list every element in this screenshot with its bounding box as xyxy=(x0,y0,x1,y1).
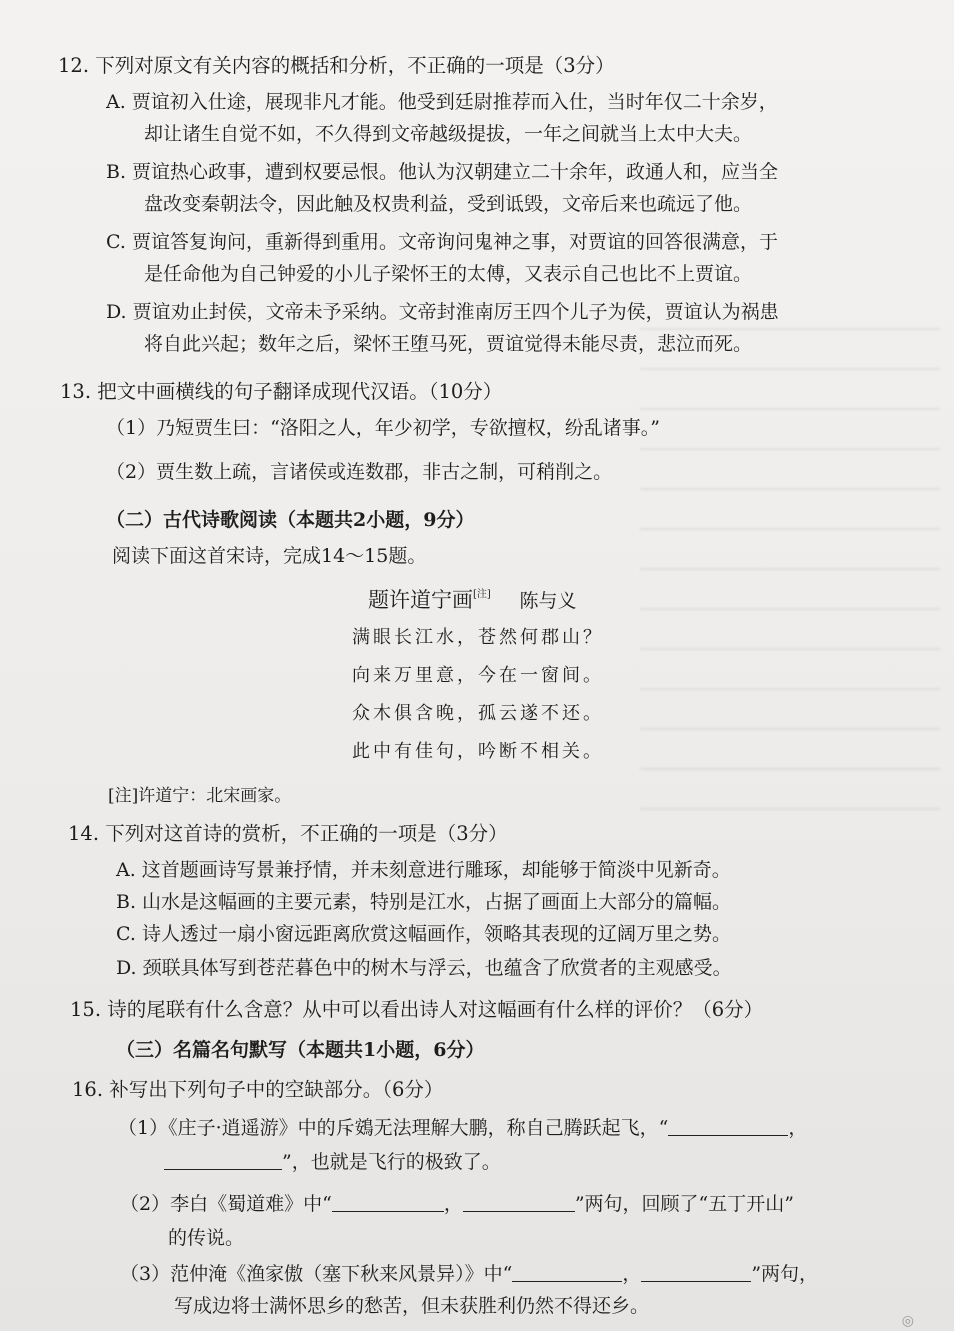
q16-item-2-comma: ， xyxy=(443,1193,463,1215)
section-2-intro: 阅读下面这首宋诗，完成14～15题。 xyxy=(112,545,427,567)
q16-item-1-suffix: ”，也就是飞行的极致了。 xyxy=(282,1151,501,1173)
q16-item-1-blank-1[interactable] xyxy=(668,1117,788,1136)
q16-item-3-line1 xyxy=(120,1260,818,1288)
q16-item-1-line1 xyxy=(118,1114,807,1142)
q16-item-3-comma: ， xyxy=(622,1263,642,1285)
poem-line-1: 满眼长江水，苍然何郡山？ xyxy=(352,627,604,648)
poem-note: [注]许道宁：北宋画家。 xyxy=(108,786,292,806)
poem-note-mark: [注] xyxy=(473,589,491,600)
q16-item-1-prefix: （1）《庄子·逍遥游》中的斥鴳无法理解大鹏，称自己腾跃起飞，“ xyxy=(118,1117,669,1139)
section-2-heading: （二）古代诗歌阅读（本题共2小题，9分） xyxy=(106,509,475,531)
poem-line-2: 向来万里意，今在一窗间。 xyxy=(352,665,604,686)
q14-option-a: A. 这首题画诗写景兼抒情，并未刻意进行雕琢，却能够于简淡中见新奇。 xyxy=(116,859,731,881)
q14-option-b: B. 山水是这幅画的主要元素，特别是江水，占据了画面上大部分的篇幅。 xyxy=(116,891,732,913)
q16-item-3-line2: 写成边将士满怀思乡的愁苦，但未获胜利仍然不得还乡。 xyxy=(174,1295,650,1317)
q12-option-c-line1: C. 贾谊答复询问，重新得到重用。文帝询问鬼神之事，对贾谊的回答很满意，于 xyxy=(106,231,778,253)
q16-item-3-prefix: （3）范仲淹《渔家傲（塞下秋来风景异）》中“ xyxy=(120,1263,513,1285)
q12-option-a-line2: 却让诸生自觉不如，不久得到文帝越级提拔，一年之间就当上太中大夫。 xyxy=(144,123,753,145)
poem-author: 陈与义 xyxy=(519,590,577,612)
q16-stem: 16. 补写出下列句子中的空缺部分。（6分） xyxy=(72,1078,444,1101)
q14-option-c: C. 诗人透过一扇小窗远距离欣赏这幅画作，领略其表现的辽阔万里之势。 xyxy=(116,923,731,945)
q13-sentence-2: （2）贾生数上疏，言诸侯或连数郡，非古之制，可稍削之。 xyxy=(106,461,613,483)
q16-item-3-suffix: ”两句， xyxy=(751,1263,819,1285)
poem-line-3: 众木俱含晚，孤云遂不还。 xyxy=(352,703,604,724)
q16-item-2-line1 xyxy=(120,1190,794,1218)
q16-item-1-line2 xyxy=(164,1148,501,1176)
q12-option-b-line1: B. 贾谊热心政事，遭到权要忌恨。他认为汉朝建立二十余年，政通人和，应当全 xyxy=(106,161,779,183)
q13-stem: 13. 把文中画横线的句子翻译成现代汉语。（10分） xyxy=(60,380,503,403)
q16-item-2-prefix: （2）李白《蜀道难》中“ xyxy=(120,1193,332,1215)
q12-option-b-line2: 盘改变秦朝法令，因此触及权贵利益，受到诋毁，文帝后来也疏远了他。 xyxy=(144,193,753,215)
q16-item-3-blank-1[interactable] xyxy=(512,1263,622,1282)
poem-title-block xyxy=(368,584,577,614)
bleed-through-shadow xyxy=(640,300,940,820)
poem-line-4: 此中有佳句，吟断不相关。 xyxy=(352,741,604,762)
q16-item-3-blank-2[interactable] xyxy=(641,1263,751,1282)
q13-sentence-1: （1）乃短贾生曰：“洛阳之人，年少初学，专欲擅权，纷乱诸事。” xyxy=(106,417,661,439)
q14-stem: 14. 下列对这首诗的赏析，不正确的一项是（3分） xyxy=(68,822,508,845)
q16-item-1-blank-2[interactable] xyxy=(164,1151,282,1170)
q12-option-d-line1: D. 贾谊劝止封侯，文帝未予采纳。文帝封淮南厉王四个儿子为侯，贾谊认为祸患 xyxy=(106,301,779,323)
q16-item-2-suffix: ”两句，回顾了“五丁开山” xyxy=(574,1193,794,1215)
q16-item-2-blank-2[interactable] xyxy=(463,1193,575,1212)
q16-item-1-comma: ， xyxy=(788,1117,808,1139)
watermark-icon: ◎ xyxy=(901,1313,914,1329)
q16-item-2-blank-1[interactable] xyxy=(332,1193,444,1212)
q15-stem: 15. 诗的尾联有什么含意？从中可以看出诗人对这幅画有什么样的评价？（6分） xyxy=(70,998,764,1021)
q12-option-c-line2: 是任命他为自己钟爱的小儿子梁怀王的太傅，又表示自己也比不上贾谊。 xyxy=(144,263,753,285)
q12-option-d-line2: 将自此兴起；数年之后，梁怀王堕马死，贾谊觉得未能尽责，悲泣而死。 xyxy=(144,333,753,355)
q12-stem: 12. 下列对原文有关内容的概括和分析，不正确的一项是（3分） xyxy=(58,54,615,77)
section-3-heading: （三）名篇名句默写（本题共1小题，6分） xyxy=(116,1039,485,1061)
poem-title: 题许道宁画 xyxy=(368,588,473,612)
q16-item-2-line2: 的传说。 xyxy=(168,1227,245,1249)
q14-option-d: D. 颈联具体写到苍茫暮色中的树木与浮云，也蕴含了欣赏者的主观感受。 xyxy=(116,957,732,979)
q12-option-a-line1: A. 贾谊初入仕途，展现非凡才能。他受到廷尉推荐而入仕，当时年仅二十余岁， xyxy=(106,91,778,113)
